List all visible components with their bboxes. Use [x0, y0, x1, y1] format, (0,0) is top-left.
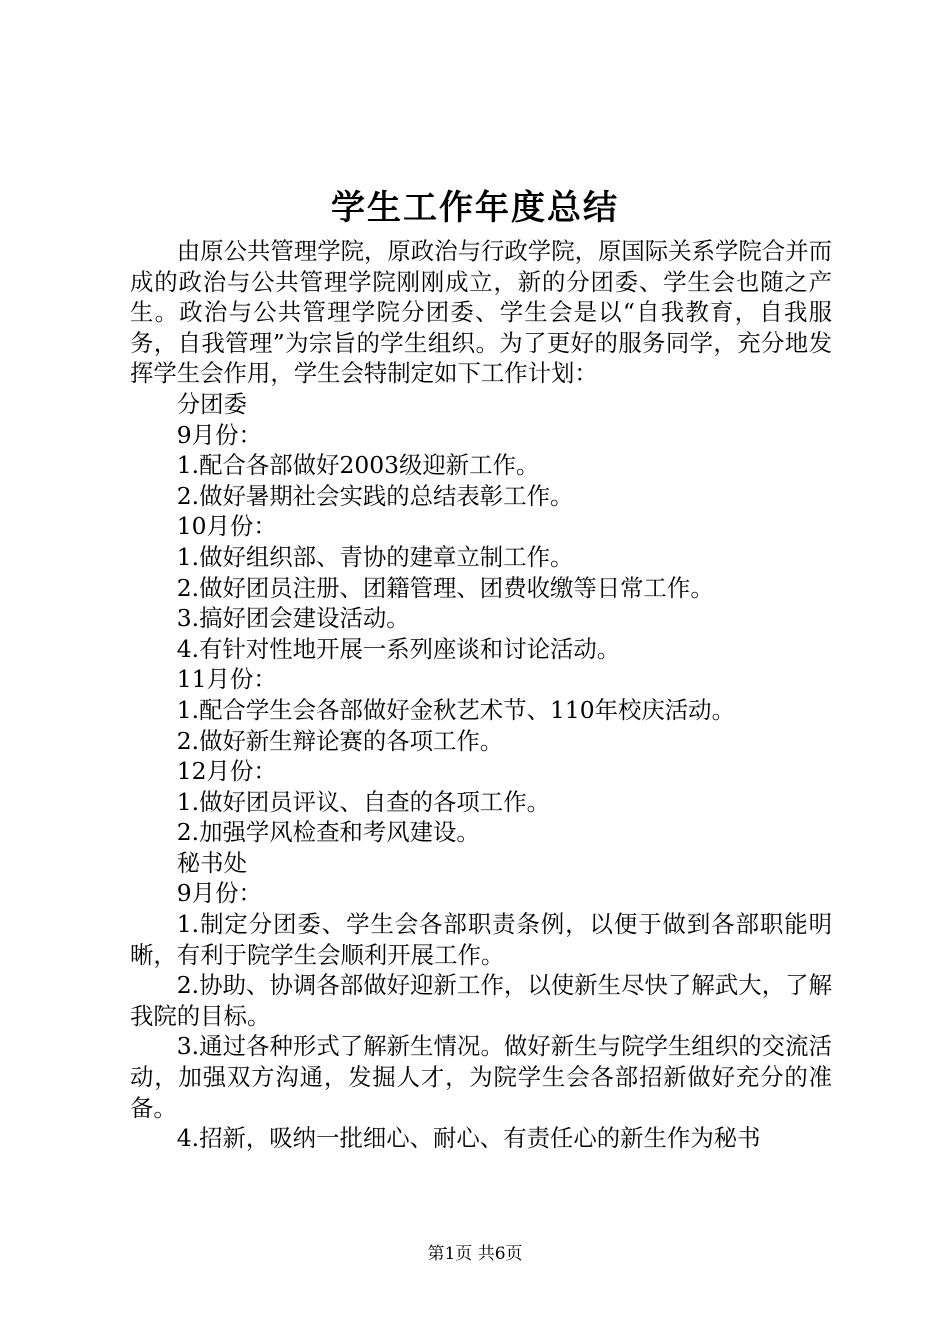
list-item: 1.配合学生会各部做好金秋艺术节、110年校庆活动。: [176, 695, 735, 724]
document-body: [130, 236, 832, 1154]
list-item: 2.做好团员注册、团籍管理、团费收缴等日常工作。: [176, 573, 714, 602]
list-item: 4.有针对性地开展一系列座谈和讨论活动。: [176, 634, 621, 663]
list-item: 2.加强学风检查和考风建设。: [176, 818, 480, 847]
month-heading: 11月份：: [176, 665, 277, 694]
month-heading: 9月份：: [176, 420, 262, 449]
list-item: 1.制定分团委、学生会各部职责条例，以便于做到各部职能明晰，有利于院学生会顺利开展工作。: [130, 910, 832, 969]
list-item: 4.招新，吸纳一批细心、耐心、有责任心的新生作为秘书: [176, 1124, 761, 1153]
list-item: 1.做好组织部、青协的建章立制工作。: [176, 542, 574, 571]
list-item: 2.做好暑期社会实践的总结表彰工作。: [176, 481, 574, 510]
list-item: 1.配合各部做好2003级迎新工作。: [176, 451, 540, 480]
month-heading: 10月份：: [176, 512, 277, 541]
page-footer: 第1页 共6页: [427, 1244, 523, 1264]
paragraph-intro: 由原公共管理学院，原政治与行政学院，原国际关系学院合并而成的政治与公共管理学院刚刚成立，新的分团委、学生会也随之产生。政治与公共管理学院分团委、学生会是以“自我教育，自我服务，自我管理”为宗旨的学生组织。为了更好的服务同学，充分地发挥学生会作用，学生会特制定如下工作计划：: [130, 237, 832, 388]
section-heading-mishuchu: 秘书处: [176, 848, 247, 877]
list-item: 1.做好团员评议、自查的各项工作。: [176, 787, 550, 816]
document-title: 学生工作年度总结: [331, 188, 619, 228]
list-item: 3.搞好团会建设活动。: [176, 604, 410, 633]
section-heading-fentuanwei: 分团委: [176, 389, 247, 418]
list-item: 2.协助、协调各部做好迎新工作，以使新生尽快了解武大，了解我院的目标。: [130, 971, 832, 1030]
month-heading: 12月份：: [176, 757, 277, 786]
list-item: 2.做好新生辩论赛的各项工作。: [176, 726, 504, 755]
month-heading: 9月份：: [176, 879, 262, 908]
list-item: 3.通过各种形式了解新生情况。做好新生与院学生组织的交流活动，加强双方沟通，发掘人才，为院学生会各部招新做好充分的准备。: [130, 1032, 832, 1122]
